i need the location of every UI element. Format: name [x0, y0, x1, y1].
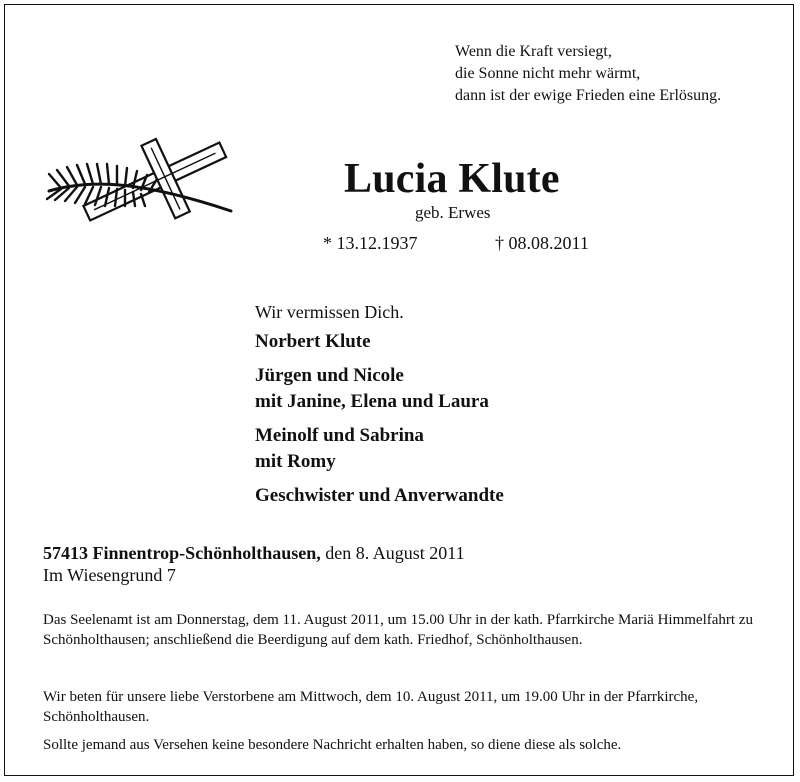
birth-date: * 13.12.1937	[323, 233, 418, 253]
address-date: den 8. August 2011	[320, 543, 465, 563]
mourner-group	[255, 483, 504, 509]
address-street: Im Wiesengrund 7	[43, 565, 176, 585]
address-place: 57413 Finnentrop-Schönholthausen,	[43, 543, 321, 563]
mourner-line: mit Romy	[255, 451, 336, 472]
deceased-name: Lucia Klute	[344, 156, 560, 202]
mourning-intro: Wir vermissen Dich.	[255, 302, 404, 322]
mourner-line: mit Janine, Elena und Laura	[255, 391, 489, 412]
poem-line: dann ist der ewige Frieden eine Erlösung.	[455, 87, 722, 104]
notice-paragraph: Das Seelenamt ist am Donnerstag, dem 11. August 2011, um 15.00 Uhr in der kath. Pfarrkirche Mariä Himmelfahrt zu Schönholthausen; anschließend die Beerdigung auf dem kath. Friedhof, Schönholthausen.	[43, 612, 753, 648]
notice-paragraph: Wir beten für unsere liebe Verstorbene am Mittwoch, dem 10. August 2011, um 19.00 Uhr in der Pfarrkirche, Schönholthausen.	[43, 689, 699, 725]
mourner-line: Jürgen und Nicole	[255, 365, 404, 386]
death-date: † 08.08.2011	[495, 233, 589, 253]
mourner-line: Geschwister und Anverwandte	[255, 485, 504, 506]
mourner-line: Meinolf und Sabrina	[255, 425, 424, 446]
mourner-group	[255, 363, 489, 415]
poem-line: die Sonne nicht mehr wärmt,	[455, 65, 641, 82]
mourner-group	[255, 423, 424, 475]
mourner-group	[255, 329, 371, 355]
poem	[455, 41, 721, 107]
address-block	[43, 542, 465, 586]
notice-paragraph: Sollte jemand aus Versehen keine besondere Nachricht erhalten haben, so diene diese als solche.	[43, 737, 622, 753]
cross-with-palm-branch-icon	[41, 133, 251, 233]
poem-line: Wenn die Kraft versiegt,	[455, 43, 612, 60]
mourner-line: Norbert Klute	[255, 331, 371, 352]
obituary-notice	[4, 4, 794, 776]
birth-name: geb. Erwes	[415, 203, 491, 222]
